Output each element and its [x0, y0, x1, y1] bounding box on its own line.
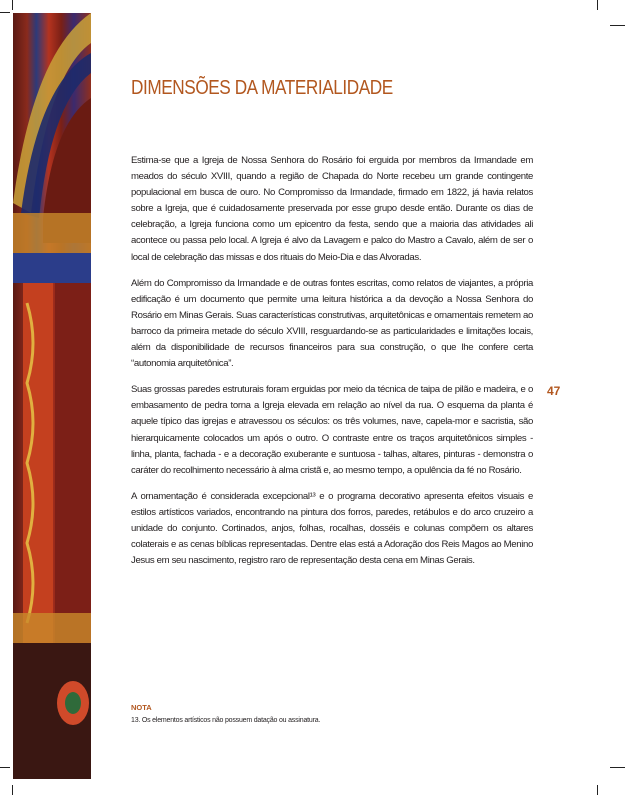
crop-mark	[610, 25, 625, 26]
footnote: 13. Os elementos artísticos não possuem datação ou assinatura.	[131, 717, 321, 724]
crop-mark	[12, 0, 13, 10]
baroque-church-interior-photo	[13, 13, 91, 779]
paragraph: Suas grossas paredes estruturais foram erguidas por meio da técnica de taipa de pilão e madeira, e o embasamento de pedra torna a Igreja elevada em relação ao nível da rua. O esquema da planta é aquele típico das igrejas e atravessou os séculos: os três volumes, nave, capela-mor e sacristia, são hierarquicamente colocados um após o outro. O contraste entre os traços arquitetônicos simples - linha, planta, fachada - e a decoração exuberante e suntuosa - talhas, altares, pinturas - demonstra o caráter do recolhimento necessário à alma cristã e, ao mesmo tempo, a opulência da fé no Rosário.	[131, 384, 533, 476]
crop-mark	[597, 0, 598, 10]
crop-mark	[597, 785, 598, 795]
crop-mark	[12, 785, 13, 795]
note-label: NOTA	[131, 703, 152, 712]
crop-mark	[0, 767, 10, 768]
page-title: DIMENSÕES DA MATERIALIDADE	[131, 77, 393, 99]
paragraph: Estima-se que a Igreja de Nossa Senhora do Rosário foi erguida por membros da Irmandade em meados do século XVIII, quando a região de Chapada do Norte recebeu um grande contingente populacional em busca de ouro. No Compromisso da Irmandade, firmado em 1822, já havia relatos sobre a Igreja, que é cuidadosamente preservada por esse grupo desde então. Durante os dias de celebração, a Igreja funciona como um epicentro da festa, sendo que a maioria das atividades ali acontece ou passa pelo local. A Igreja é alvo da Lavagem e palco do Mastro a Cavalo, além de ser o local de celebração das missas e dos rituais do Meio-Dia e das Alvoradas.	[131, 155, 533, 263]
crop-mark	[0, 12, 10, 13]
page-number: 47	[547, 384, 561, 398]
body-text	[131, 153, 533, 579]
paragraph: A ornamentação é considerada excepcional¹³ e o programa decorativo apresenta efeitos visuais e estilos artísticos variados, encontrando na pintura dos forros, paredes, retábulos e do arco cruzeiro a unidade do conjunto. Cortinados, anjos, folhas, rocalhas, dosséis e colunas compõem os altares colaterais e as cenas bíblicas representadas. Dentre elas está a Adoração dos Reis Magos ao Menino Jesus em seu nascimento, registro raro de representação desta cena em Minas Gerais.	[131, 490, 533, 567]
crop-mark	[610, 767, 625, 768]
paragraph: Além do Compromisso da Irmandade e de outras fontes escritas, como relatos de viajantes, a própria edificação é um documento que permite uma leitura histórica a da devoção a Nossa Senhora do Rosário em Minas Gerais. Suas características construtivas, arquitetônicas e ornamentais remetem ao barroco da primeira metade do século XVIII, resguardando-se as particularidades e limitações locais, além da disponibilidade de recursos financeiros para sua construção, o que lhe confere certa “autonomia arquitetônica”.	[131, 277, 533, 370]
